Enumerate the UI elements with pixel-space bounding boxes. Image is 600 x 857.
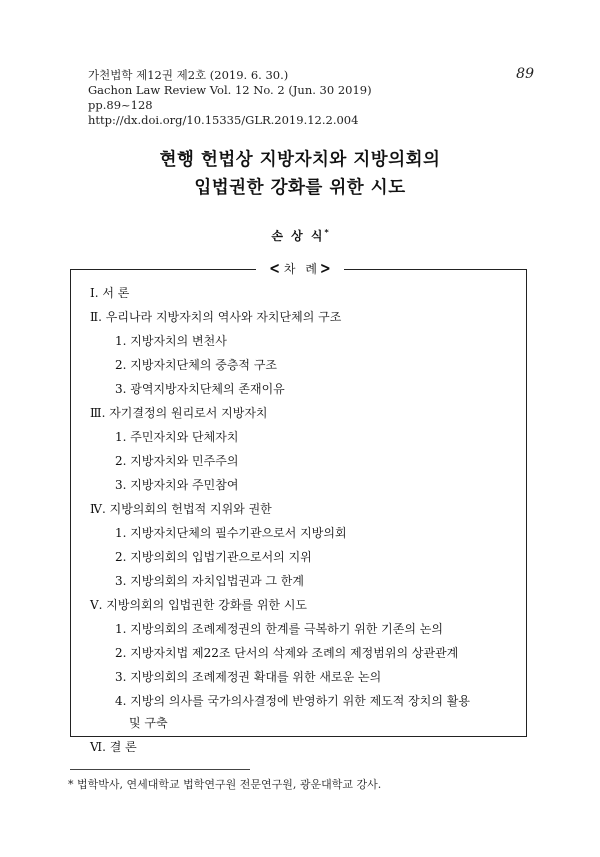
journal-issue-korean: 가천법학 제12권 제2호 (2019. 6. 30.)	[88, 68, 289, 82]
toc-subsection: 3. 지방의회의 자치입법권과 그 한계	[115, 574, 304, 588]
toc-subsection: 1. 주민자치와 단체자치	[115, 430, 239, 444]
toc-subsection: 3. 지방의회의 조례제정권 확대를 위한 새로운 논의	[115, 670, 382, 684]
toc-list	[90, 285, 520, 763]
author-name: 손 상 식	[271, 229, 325, 243]
toc-subsection: 3. 광역지방자치단체의 존재이유	[115, 382, 285, 396]
toc-subsection: 3. 지방자치와 주민참여	[115, 478, 239, 492]
toc-section: Ⅲ. 자기결정의 원리로서 지방자치	[90, 406, 268, 420]
doi-link[interactable]: http://dx.doi.org/10.15335/GLR.2019.12.2.004	[88, 113, 359, 127]
toc-section: Ⅰ. 서 론	[90, 286, 130, 300]
title-line-2: 입법권한 강화를 위한 시도	[194, 178, 406, 198]
toc-subsection-continued: 및 구축	[129, 716, 168, 730]
toc-label-text: 차 례	[283, 262, 320, 276]
toc-section: Ⅵ. 결 론	[90, 740, 137, 754]
left-bracket-icon: <	[269, 260, 281, 279]
toc-subsection: 2. 지방자치단체의 중층적 구조	[115, 358, 277, 372]
toc-subsection: 4. 지방의 의사를 국가의사결정에 반영하기 위한 제도적 장치의 활용	[115, 694, 470, 708]
journal-pages: pp.89~128	[88, 98, 153, 112]
journal-issue-english: Gachon Law Review Vol. 12 No. 2 (Jun. 30 2019)	[88, 83, 372, 97]
toc-subsection: 2. 지방자치법 제22조 단서의 삭제와 조례의 제정범위의 상관관계	[115, 646, 459, 660]
toc-section: Ⅴ. 지방의회의 입법권한 강화를 위한 시도	[90, 598, 308, 612]
footnote-divider	[70, 769, 250, 770]
toc-subsection: 2. 지방의회의 입법기관으로서의 지위	[115, 550, 312, 564]
right-bracket-icon: >	[319, 260, 331, 279]
author	[0, 227, 600, 244]
journal-header	[88, 68, 372, 128]
author-footnote: * 법학박사, 연세대학교 법학연구원 전문연구원, 광운대학교 강사.	[68, 778, 382, 791]
toc-section: Ⅳ. 지방의회의 헌법적 지위와 권한	[90, 502, 272, 516]
toc-subsection: 2. 지방자치와 민주주의	[115, 454, 239, 468]
title-line-1: 현행 헌법상 지방자치와 지방의회의	[159, 150, 441, 170]
toc-section: Ⅱ. 우리나라 지방자치의 역사와 자치단체의 구조	[90, 310, 342, 324]
author-footnote-mark: *	[324, 228, 329, 237]
page-number: 89	[516, 66, 534, 82]
toc-subsection: 1. 지방의회의 조례제정권의 한계를 극복하기 위한 기존의 논의	[115, 622, 443, 636]
toc-label	[256, 261, 344, 277]
toc-subsection: 1. 지방자치의 변천사	[115, 334, 227, 348]
toc-subsection: 1. 지방자치단체의 필수기관으로서 지방의회	[115, 526, 347, 540]
